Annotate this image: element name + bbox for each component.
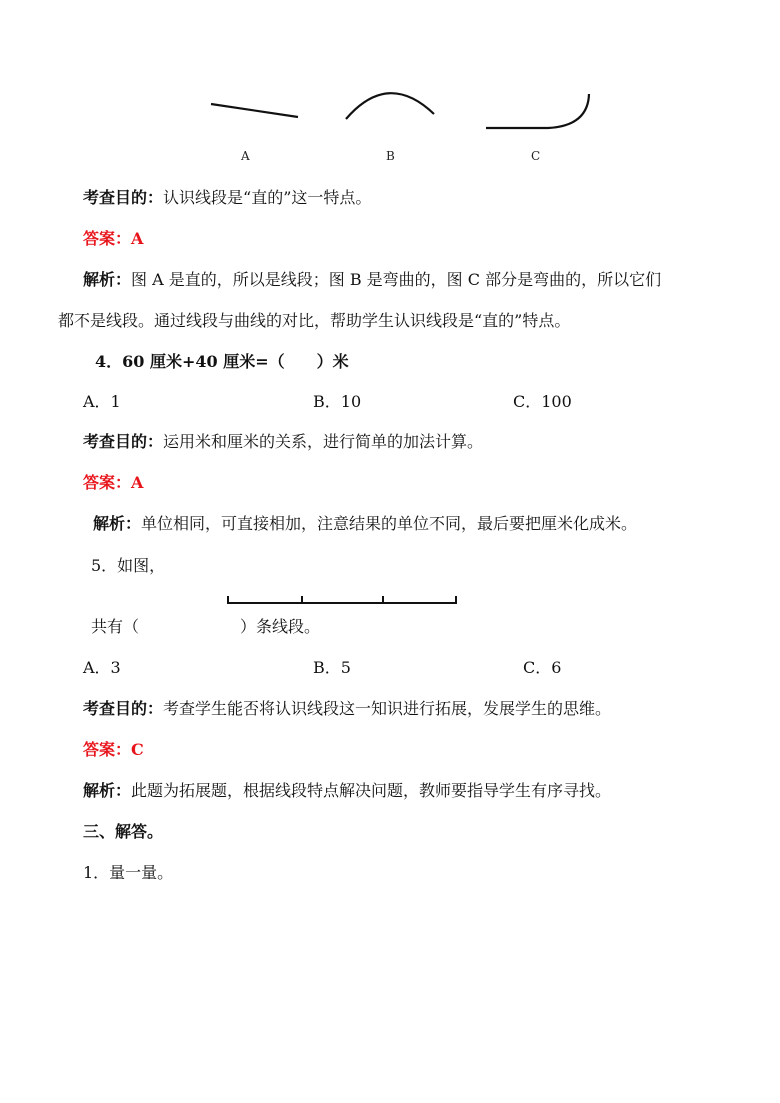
q3-purpose xyxy=(83,188,371,208)
segment-figure xyxy=(228,596,456,604)
q5-purpose xyxy=(83,699,611,719)
section3-item1: 1．量一量。 xyxy=(83,863,174,882)
q5-analysis xyxy=(83,781,611,801)
q3-purpose-text: 认识线段是“直的”这一特点。 xyxy=(163,188,372,207)
shape-c-line-with-curve xyxy=(486,94,589,128)
q4-option-b: B．10 xyxy=(313,392,362,411)
q3-analysis-text1: 图 A 是直的，所以是线段；图 B 是弯曲的，图 C 部分是弯曲的，所以它们 xyxy=(131,270,662,289)
q4-analysis-label: 解析： xyxy=(93,514,142,533)
q5-option-b: B．5 xyxy=(313,658,351,677)
figure-label-a: A xyxy=(241,149,250,163)
q5-purpose-text: 考查学生能否将认识线段这一知识进行拓展，发展学生的思维。 xyxy=(163,699,612,718)
q4-stem: 4．60 厘米+40 厘米=（ ）米 xyxy=(95,352,349,371)
q3-purpose-label: 考查目的： xyxy=(83,188,164,207)
q5-blank-suffix: ）条线段。 xyxy=(240,617,321,636)
q4-answer: 答案：A xyxy=(83,473,144,492)
q3-answer: 答案：A xyxy=(83,229,144,248)
figure-label-c: C xyxy=(531,149,541,163)
section3-heading: 三、解答。 xyxy=(83,822,164,841)
shape-b-curve xyxy=(346,93,434,119)
q4-option-a: A．1 xyxy=(83,392,121,411)
q5-option-c: C．6 xyxy=(523,658,562,677)
q5-answer: 答案：C xyxy=(83,740,144,759)
q3-analysis-line1 xyxy=(83,270,661,290)
q4-analysis xyxy=(93,514,637,534)
q5-analysis-text: 此题为拓展题，根据线段特点解决问题，教师要指导学生有序寻找。 xyxy=(131,781,612,800)
q4-purpose xyxy=(83,432,483,452)
q3-analysis-line2: 都不是线段。通过线段与曲线的对比，帮助学生认识线段是“直的”特点。 xyxy=(58,311,571,330)
q4-purpose-label: 考查目的： xyxy=(83,432,164,451)
shape-a-straight-line xyxy=(211,104,298,117)
q5-stem: 5．如图， xyxy=(91,556,166,575)
q5-purpose-label: 考查目的： xyxy=(83,699,164,718)
q5-analysis-label: 解析： xyxy=(83,781,132,800)
q4-analysis-text: 单位相同，可直接相加，注意结果的单位不同，最后要把厘米化成米。 xyxy=(141,514,638,533)
q3-analysis-label: 解析： xyxy=(83,270,132,289)
q5-option-a: A．3 xyxy=(83,658,121,677)
q4-option-c: C．100 xyxy=(513,392,572,411)
q5-blank-prefix: 共有（ xyxy=(91,617,140,636)
figure-label-b: B xyxy=(386,149,395,163)
q4-purpose-text: 运用米和厘米的关系，进行简单的加法计算。 xyxy=(163,432,484,451)
